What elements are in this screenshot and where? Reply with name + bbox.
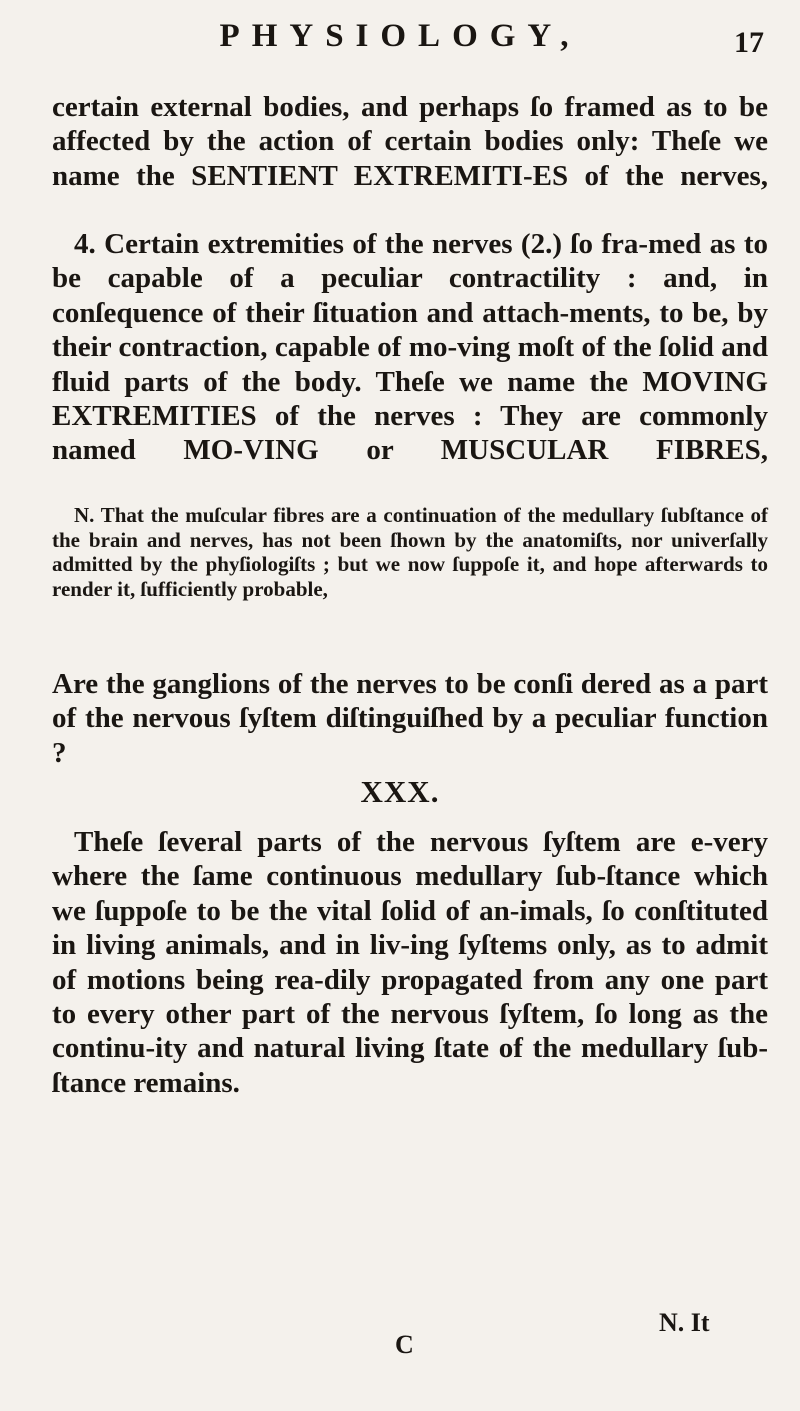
paragraph-sentient-extremities: certain external bodies, and perhaps ſo framed as to be affected by the action of certain bodies only: Theſe we name the SENTIENT EXTREMITI-ES of the nerves, (52, 91, 768, 192)
page-number: 17 (734, 26, 764, 59)
signature-mark: C (395, 1330, 414, 1359)
note-muscular-fibres: N. That the muſcular fibres are a continuation of the medullary ſubſtance of the brain and nerves, has not been ſhown by the anatomiſts, nor univerſally admitted by the phyſiologiſts ; but we now ſuppoſe it, and hope afterwards to render it, ſufficiently probable, (52, 503, 768, 601)
catchword: N. It (659, 1308, 710, 1337)
question-ganglions: Are the ganglions of the nerves to be conſi dered as a part of the nervous ſyſtem diſtinguiſhed by a peculiar function ? (52, 668, 768, 769)
running-head: PHYSIOLOGY, (219, 18, 581, 54)
paragraph-moving-extremities: 4. Certain extremities of the nerves (2.) ſo fra-med as to be capable of a peculiar contractility : and, in conſequence of their ſituation and attach-ments, to be, by their contraction, capable of mo-ving moſt of the ſolid and fluid parts of the body. Theſe we name the MOVING EXTREMITIES of the nerves : They are commonly named MO-VING or MUSCULAR FIBRES, (52, 228, 768, 467)
section-number: XXX. (360, 774, 440, 809)
paragraph-nervous-system: Theſe ſeveral parts of the nervous ſyſtem are e-very where the ſame continuous medullary ſub-ſtance which we ſuppoſe to be the vital ſolid of an-imals, ſo conſtituted in living animals, and in liv-ing ſyſtems only, as to admit of motions being rea-dily propagated from any one part to every other part of the nervous ſyſtem, ſo long as the continu-ity and natural living ſtate of the medullary ſub-ſtance remains. (52, 826, 768, 1099)
